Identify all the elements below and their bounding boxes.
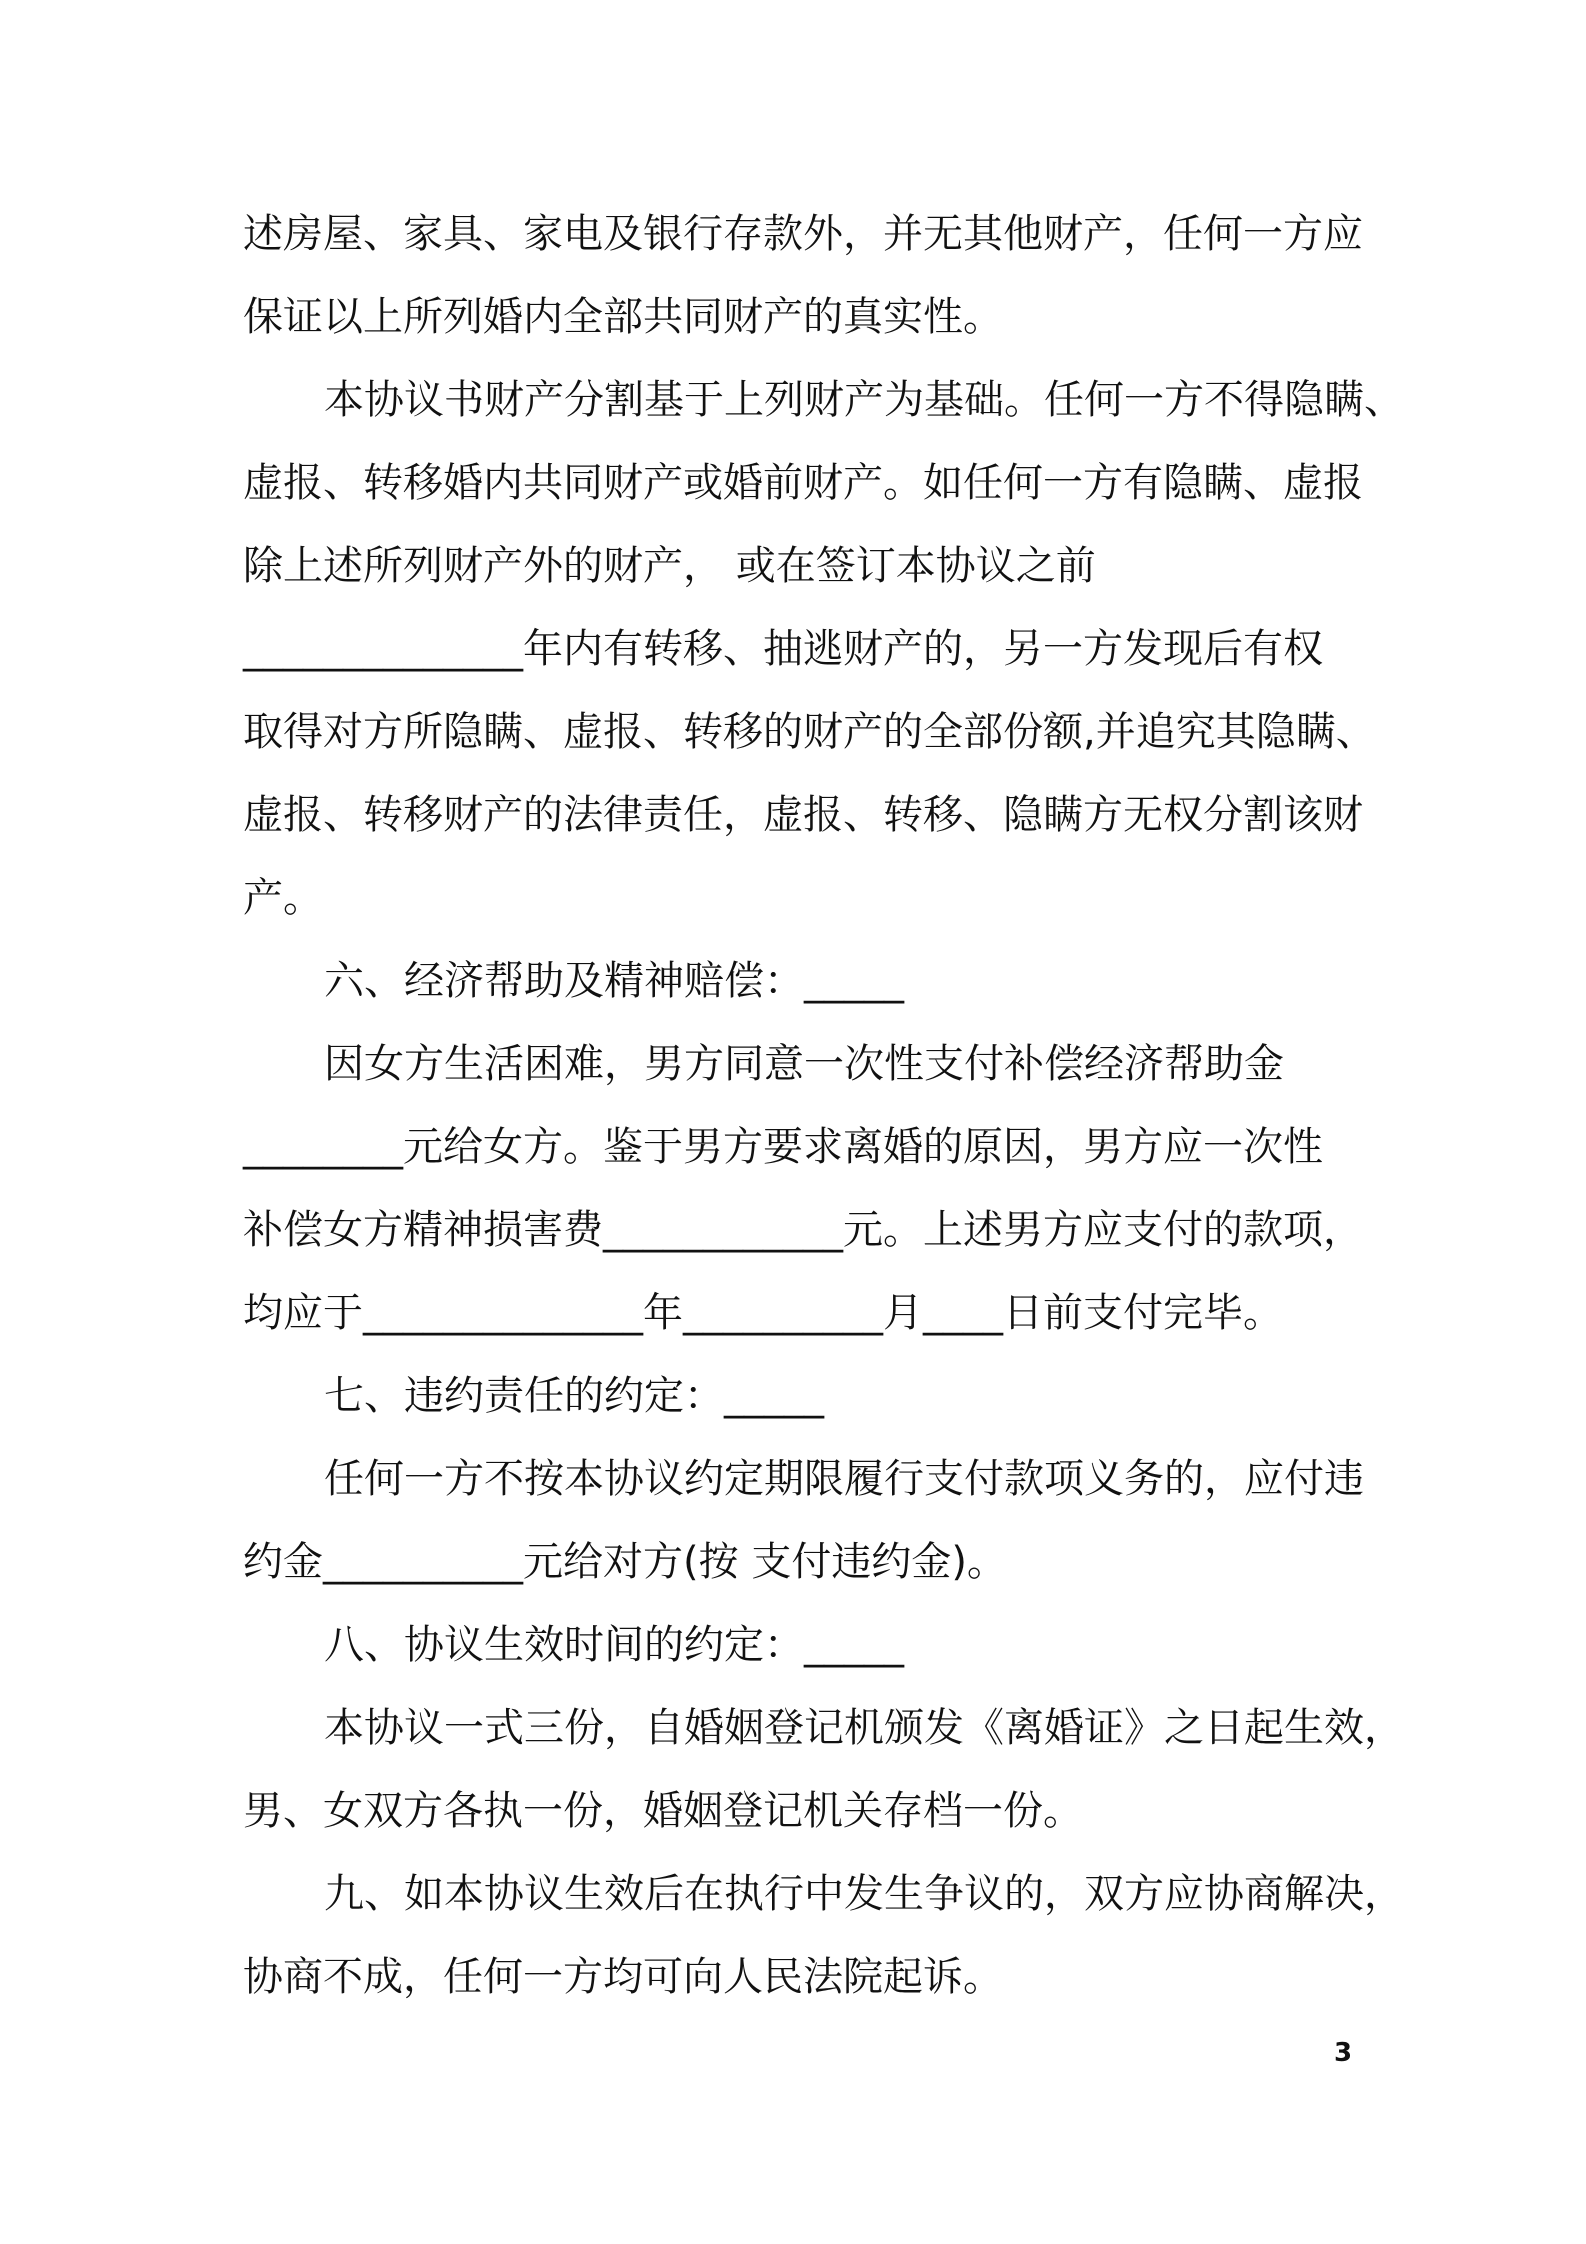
text-line-22: 协商不成，任何一方均可向人民法院起诉。: [243, 1954, 1003, 2000]
page-number: 3: [1334, 2038, 1353, 2068]
text-line-4: 虚报、转移婚内共同财产或婚前财产。如任何一方有隐瞒、虚报: [243, 460, 1363, 506]
document-body: [243, 193, 1404, 2019]
section-heading-9: 九、如本协议生效后在执行中发生争议的，双方应协商解决，: [324, 1871, 1404, 1917]
text-line-6: ______________年内有转移、抽逃财产的，另一方发现后有权: [243, 626, 1323, 672]
text-line-19: 本协议一式三份，自婚姻登记机颁发《离婚证》之日起生效，: [324, 1705, 1404, 1751]
text-line-1: 述房屋、家具、家电及银行存款外，并无其他财产，任何一方应: [243, 211, 1363, 257]
text-line-8: 虚报、转移财产的法律责任，虚报、转移、隐瞒方无权分割该财: [243, 792, 1363, 838]
text-line-9: 产。: [243, 875, 323, 921]
text-line-14: 均应于______________年__________月____日前支付完毕。: [243, 1290, 1283, 1336]
text-line-2: 保证以上所列婚内全部共同财产的真实性。: [243, 294, 1003, 340]
text-line-5: 除上述所列财产外的财产， 或在签订本协议之前: [243, 543, 1096, 589]
section-heading-7: 七、违约责任的约定：_____: [324, 1373, 824, 1419]
text-line-11: 因女方生活困难，男方同意一次性支付补偿经济帮助金: [324, 1041, 1284, 1087]
text-line-12: ________元给女方。鉴于男方要求离婚的原因，男方应一次性: [243, 1124, 1323, 1170]
section-heading-8: 八、协议生效时间的约定：_____: [324, 1622, 904, 1668]
text-line-20: 男、女双方各执一份，婚姻登记机关存档一份。: [243, 1788, 1083, 1834]
text-line-16: 任何一方不按本协议约定期限履行支付款项义务的，应付违: [324, 1456, 1364, 1502]
section-heading-6: 六、经济帮助及精神赔偿：_____: [324, 958, 904, 1004]
text-line-7: 取得对方所隐瞒、虚报、转移的财产的全部份额,并追究其隐瞒、: [243, 709, 1376, 755]
text-line-13: 补偿女方精神损害费____________元。上述男方应支付的款项，: [243, 1207, 1363, 1253]
text-line-3: 本协议书财产分割基于上列财产为基础。任何一方不得隐瞒、: [324, 377, 1404, 423]
text-line-17: 约金__________元给对方(按 支付违约金)。: [243, 1539, 1007, 1585]
